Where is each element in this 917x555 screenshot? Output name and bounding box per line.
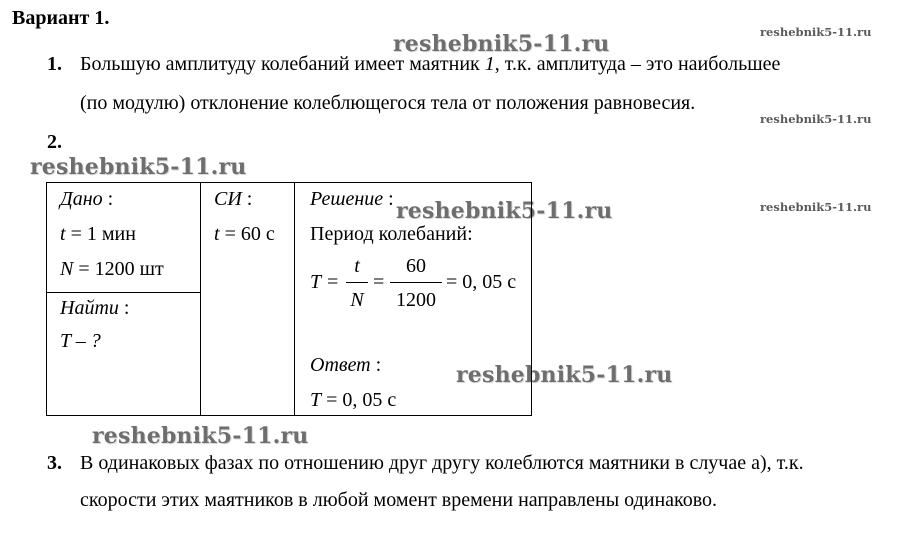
watermark: reshebnik5-11.ru — [760, 200, 872, 214]
si-time: t = 60 с — [214, 223, 275, 245]
watermark: reshebnik5-11.ru — [396, 198, 613, 224]
watermark: reshebnik5-11.ru — [760, 112, 872, 126]
table-divider — [294, 182, 295, 416]
task-3-line-2: скорости этих маятников в любой момент времени направлены одинаково. — [80, 489, 718, 511]
fraction-numerator: t — [354, 255, 360, 277]
given-time: t = 1 мин — [60, 223, 136, 245]
si-header: СИ : — [214, 188, 253, 210]
period-label: Период колебаний: — [310, 223, 473, 245]
watermark: reshebnik5-11.ru — [92, 423, 309, 449]
solution-header: Решение : — [310, 188, 394, 210]
formula-lhs: T = — [310, 271, 340, 293]
formula-equals: = — [373, 271, 385, 293]
watermark: reshebnik5-11.ru — [30, 154, 247, 180]
fraction-denominator: 1200 — [396, 289, 436, 311]
answer-value: T = 0, 05 с — [310, 389, 397, 411]
watermark: reshebnik5-11.ru — [393, 31, 610, 57]
fraction-bar — [390, 282, 442, 283]
table-divider — [46, 292, 201, 293]
find-value: T – ? — [60, 330, 101, 352]
watermark: reshebnik5-11.ru — [760, 25, 872, 39]
given-header: Дано : — [60, 188, 114, 210]
given-count: N = 1200 шт — [60, 258, 164, 280]
formula-result: = 0, 05 с — [446, 271, 517, 293]
task-3-line-1: В одинаковых фазах по отношению друг другу колеблются маятники в случае а), т.к. — [80, 452, 804, 474]
task-1-line-2: (по модулю) отклонение колеблющегося тела от положения равновесия. — [80, 92, 696, 114]
task-number: 3. — [47, 452, 62, 474]
fraction-denominator: N — [350, 289, 364, 311]
fraction-bar — [346, 282, 368, 283]
task-1-line-1: Большую амплитуду колебаний имеет маятник 1, т.к. амплитуда – это наибольшее — [80, 53, 781, 75]
task-number: 1. — [47, 53, 62, 75]
task-number: 2. — [47, 131, 62, 153]
answer-header: Ответ : — [310, 354, 382, 376]
table-divider — [200, 182, 201, 416]
fraction-numerator: 60 — [406, 255, 426, 277]
watermark: reshebnik5-11.ru — [456, 362, 673, 388]
find-header: Найти : — [60, 297, 130, 319]
page-title: Вариант 1. — [12, 7, 110, 29]
